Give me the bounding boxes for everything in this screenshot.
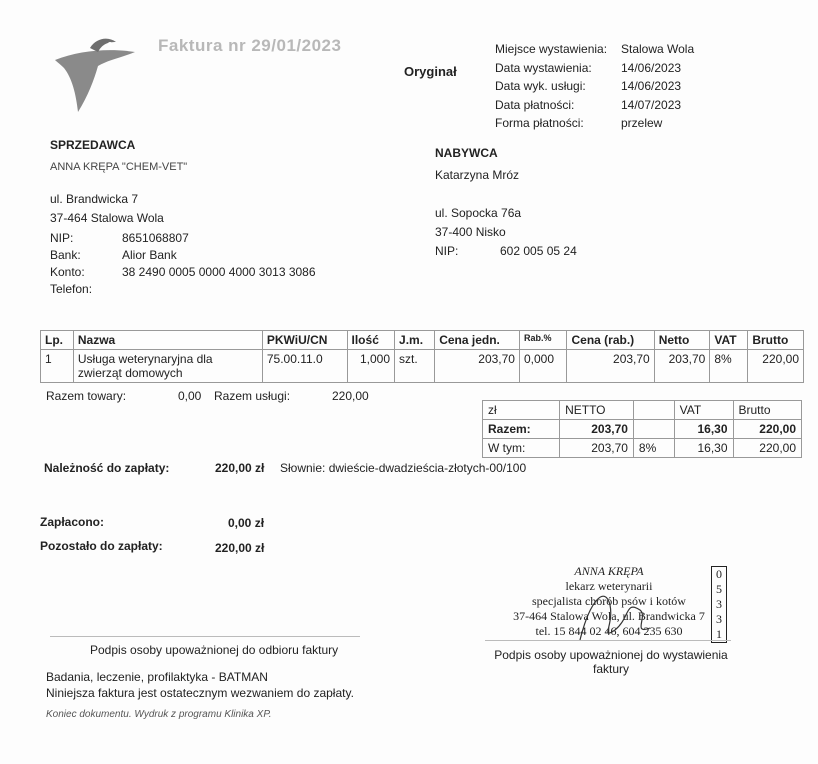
clinic-logo: [50, 30, 140, 115]
cell-vat: 8%: [710, 350, 748, 383]
cell: W tym:: [483, 439, 560, 458]
razem-uslugi-value: 220,00: [332, 389, 369, 403]
cell: 220,00: [733, 420, 802, 439]
amount-in-words: Słownie: dwieście-dwadzieścia-złotych-00/100: [280, 461, 527, 475]
seller-nip: 8651068807: [122, 231, 189, 245]
cell: [633, 420, 674, 439]
issuer-signature-line: [485, 640, 731, 641]
col-header: Ilość: [347, 331, 395, 350]
summary-wtym-row: [483, 439, 802, 458]
invoice-title: Faktura nr 29/01/2023: [158, 36, 342, 55]
vat-summary-table: [482, 400, 802, 458]
meta-label: Miejsce wystawienia:: [495, 42, 608, 56]
summary-razem-row: [483, 420, 802, 439]
meta-label: Forma płatności:: [495, 116, 584, 130]
cell: 203,70: [560, 439, 634, 458]
meta-value: przelew: [621, 116, 663, 130]
stamp-line: ANNA KRĘPA: [574, 564, 644, 578]
seller-name: ANNA KRĘPA "CHEM-VET": [50, 161, 188, 173]
stamp-digit: 3: [716, 597, 722, 611]
meta-label: Data wystawienia:: [495, 60, 592, 75]
col-header: Nazwa: [73, 331, 262, 350]
paid-value: 0,00 zł: [228, 516, 265, 530]
konto-label: Konto:: [50, 265, 85, 279]
cell-net: 203,70: [654, 350, 710, 383]
cell: [633, 401, 674, 420]
meta-value: Stalowa Wola: [621, 42, 695, 56]
stamp-digit: 1: [716, 627, 722, 641]
remaining-label: Pozostało do zapłaty:: [40, 539, 163, 553]
cell-discount: 0,000: [519, 350, 567, 383]
seller-city: 37-464 Stalowa Wola: [50, 211, 164, 225]
col-header: Rab.%: [519, 331, 567, 350]
footer-note-services: Badania, leczenie, profilaktyka - BATMAN: [46, 670, 268, 684]
seller-street: ul. Brandwicka 7: [50, 192, 139, 206]
razem-towary-value: 0,00: [178, 389, 202, 403]
stamp-number-box: [711, 566, 727, 643]
cell: zł: [483, 401, 560, 420]
cell-name: Usługa weterynaryjna dla zwierząt domowych: [73, 350, 262, 383]
cell: 16,30: [674, 420, 733, 439]
stamp-digit: 0: [716, 567, 722, 581]
buyer-city: 37-400 Nisko: [435, 225, 506, 239]
seller-detail-values: [122, 230, 316, 281]
amount-due-value: 220,00 zł: [215, 461, 265, 475]
cell: 16,30: [674, 439, 733, 458]
bank-label: Bank:: [50, 248, 81, 262]
stamp-digit: 3: [716, 612, 722, 626]
items-table: [40, 330, 804, 383]
nip-label: NIP:: [50, 231, 74, 245]
cell: 8%: [633, 439, 674, 458]
meta-value: 14/06/2023: [621, 60, 682, 75]
amount-due-label: Należność do zapłaty:: [44, 461, 170, 475]
cell-gross: 220,00: [748, 350, 804, 383]
seller-konto: 38 2490 0005 0000 4000 3013 3086: [122, 265, 316, 279]
meta-label: Data płatności:: [495, 97, 575, 112]
table-row: [41, 350, 804, 383]
col-header: Lp.: [41, 331, 74, 350]
cell-pkwiu: 75.00.11.0: [262, 350, 347, 383]
cell: 220,00: [733, 439, 802, 458]
col-header: J.m.: [395, 331, 435, 350]
end-of-document: Koniec dokumentu. Wydruk z programu Klinika XP.: [46, 709, 272, 720]
seller-bank: Alior Bank: [122, 248, 177, 262]
issuer-signature-caption: Podpis osoby upoważnionej do wystawienia faktury: [494, 648, 728, 676]
footer-note-final-call: Niniejsza faktura jest ostatecznym wezwaniem do zapłaty.: [46, 686, 354, 700]
cell-price: 203,70: [435, 350, 520, 383]
cell: Brutto: [733, 401, 802, 420]
cell: NETTO: [560, 401, 634, 420]
seller-heading: SPRZEDAWCA: [50, 138, 136, 152]
col-header: Cena (rab.): [567, 331, 654, 350]
cell: Razem:: [483, 420, 560, 439]
buyer-nip: 602 005 05 24: [500, 244, 577, 258]
col-header: Brutto: [748, 331, 804, 350]
stamp-digit: 5: [716, 582, 722, 596]
razem-uslugi-label: Razem usługi:: [214, 389, 291, 403]
receiver-signature-line: [50, 636, 360, 637]
col-header: VAT: [710, 331, 748, 350]
stamp-line: tel. 15 844 02 46, 604 235 630: [535, 624, 683, 638]
meta-label: Data wyk. usługi:: [495, 79, 586, 93]
invoice-meta-values: [621, 40, 694, 133]
buyer-name: Katarzyna Mróz: [435, 168, 520, 182]
cell-unit: szt.: [395, 350, 435, 383]
cell-lp: 1: [41, 350, 74, 383]
col-header: PKWiU/CN: [262, 331, 347, 350]
stamp-line: specjalista chorób psów i kotów: [532, 594, 686, 608]
buyer-street: ul. Sopocka 76a: [435, 206, 522, 220]
meta-value: 14/07/2023: [621, 97, 682, 112]
items-header-row: [41, 331, 804, 350]
cell-price-discounted: 203,70: [567, 350, 654, 383]
seller-detail-labels: [50, 230, 92, 298]
stamp-line: 37-464 Stalowa Wola, ul. Brandwicka 7: [513, 609, 705, 623]
summary-header-row: [483, 401, 802, 420]
paid-label: Zapłacono:: [40, 515, 105, 529]
col-header: Netto: [654, 331, 710, 350]
cell-qty: 1,000: [347, 350, 395, 383]
buyer-heading: NABYWCA: [435, 146, 498, 160]
col-header: Cena jedn.: [435, 331, 520, 350]
receiver-signature-caption: Podpis osoby upoważnionej do odbioru faktury: [90, 643, 339, 657]
original-label: Oryginał: [404, 64, 457, 79]
cell: VAT: [674, 401, 733, 420]
invoice-meta-labels: [495, 40, 607, 133]
buyer-nip-label: NIP:: [435, 244, 459, 258]
remaining-value: 220,00 zł: [215, 541, 265, 555]
razem-towary-label: Razem towary:: [46, 389, 127, 403]
stamp-line: lekarz weterynarii: [565, 579, 653, 593]
cell: 203,70: [560, 420, 634, 439]
telefon-label: Telefon:: [50, 282, 93, 296]
meta-value: 14/06/2023: [621, 79, 682, 93]
